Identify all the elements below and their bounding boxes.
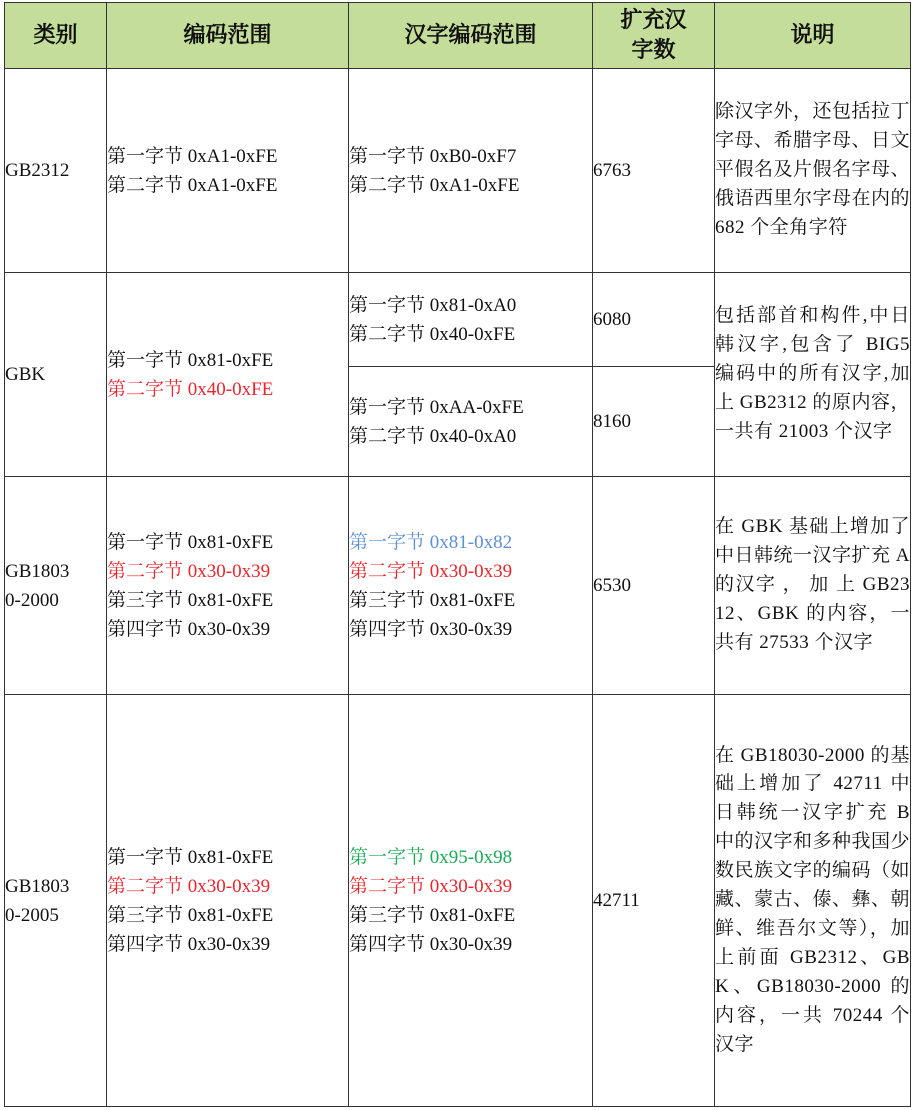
- ext-count-cell: 6530: [593, 477, 715, 695]
- range-line: 第三字节 0x81-0xFE: [107, 589, 274, 611]
- hanzi-range-cell: [349, 367, 593, 477]
- category-line: GB1803: [5, 875, 70, 897]
- hanzi-line: 第二字节 0x30-0x39: [349, 560, 513, 582]
- category-line: 0-2005: [5, 904, 59, 926]
- category-line: GB1803: [5, 560, 70, 582]
- hanzi-line: 第二字节 0x40-0xA0: [349, 425, 517, 447]
- hanzi-line: 第三字节 0x81-0xFE: [349, 904, 516, 926]
- header-description: 说明: [715, 3, 911, 69]
- header-encoding-range: 编码范围: [107, 3, 349, 69]
- encoding-range-cell: [107, 477, 349, 695]
- hanzi-line: 第一字节 0x81-0x82: [349, 531, 513, 553]
- range-line: 第三字节 0x81-0xFE: [107, 904, 274, 926]
- range-line: 第一字节 0x81-0xFE: [107, 349, 274, 371]
- encoding-range-cell: [107, 273, 349, 477]
- range-line: 第二字节 0x30-0x39: [107, 560, 271, 582]
- hanzi-line: 第四字节 0x30-0x39: [349, 618, 513, 640]
- hanzi-line: 第一字节 0x95-0x98: [349, 846, 513, 868]
- table-row-gb2312: [5, 69, 911, 273]
- category-cell: GB2312: [5, 69, 107, 273]
- range-line: 第一字节 0xA1-0xFE: [107, 145, 278, 167]
- ext-count-cell: 42711: [593, 695, 715, 1107]
- ext-count-cell: 8160: [593, 367, 715, 477]
- header-ext-count: [593, 3, 715, 69]
- header-ext-count-line1: 扩充汉: [620, 7, 687, 33]
- range-line: 第二字节 0x40-0xFE: [107, 378, 274, 400]
- hanzi-line: 第二字节 0xA1-0xFE: [349, 174, 520, 196]
- table-row-gbk: [5, 273, 911, 367]
- range-line: 第二字节 0x30-0x39: [107, 875, 271, 897]
- encoding-range-cell: [107, 69, 349, 273]
- hanzi-range-cell: [349, 69, 593, 273]
- hanzi-range-cell: [349, 695, 593, 1107]
- description-cell: 除汉字外，还包括拉丁字母、希腊字母、日文平假名及片假名字母、俄语西里尔字母在内的 682 个全角字符: [715, 69, 911, 273]
- encoding-range-cell: [107, 695, 349, 1107]
- hanzi-line: 第二字节 0x40-0xFE: [349, 323, 516, 345]
- hanzi-line: 第二字节 0x30-0x39: [349, 875, 513, 897]
- hanzi-line: 第一字节 0xAA-0xFE: [349, 396, 524, 418]
- header-category: 类别: [5, 3, 107, 69]
- header-hanzi-range: 汉字编码范围: [349, 3, 593, 69]
- ext-count-cell: 6080: [593, 273, 715, 367]
- range-line: 第四字节 0x30-0x39: [107, 618, 271, 640]
- category-cell: GBK: [5, 273, 107, 477]
- header-ext-count-line2: 字数: [631, 37, 676, 63]
- hanzi-line: 第四字节 0x30-0x39: [349, 933, 513, 955]
- range-line: 第四字节 0x30-0x39: [107, 933, 271, 955]
- header-row: [5, 3, 911, 69]
- category-cell: [5, 695, 107, 1107]
- hanzi-range-cell: [349, 273, 593, 367]
- description-cell: 在 GBK 基础上增加了中日韩统一汉字扩充 A 的汉字 ， 加 上 GB2312、GBK 的内容，一共有 27533 个汉字: [715, 477, 911, 695]
- table-row-gb18030-2005: [5, 695, 911, 1107]
- table-row-gb18030-2000: [5, 477, 911, 695]
- category-cell: [5, 477, 107, 695]
- range-line: 第一字节 0x81-0xFE: [107, 531, 274, 553]
- category-line: 0-2000: [5, 589, 59, 611]
- hanzi-line: 第一字节 0xB0-0xF7: [349, 145, 517, 167]
- encoding-comparison-table: [4, 2, 911, 1107]
- description-cell: 包括部首和构件,中日韩汉字,包含了 BIG5 编码中的所有汉字,加上 GB2312 的原内容，一共有 21003 个汉字: [715, 273, 911, 477]
- hanzi-range-cell: [349, 477, 593, 695]
- description-cell: 在 GB18030-2000 的基础上增加了 42711 中日韩统一汉字扩充 B 中的汉字和多种我国少数民族文字的编码（如藏、蒙古、傣、彝、朝鲜、维吾尔文等），加上前面 GB2312、GBK、GB18030-2000 的内容，一共 70244 个汉字: [715, 695, 911, 1107]
- range-line: 第一字节 0x81-0xFE: [107, 846, 274, 868]
- range-line: 第二字节 0xA1-0xFE: [107, 174, 278, 196]
- ext-count-cell: 6763: [593, 69, 715, 273]
- hanzi-line: 第一字节 0x81-0xA0: [349, 294, 517, 316]
- hanzi-line: 第三字节 0x81-0xFE: [349, 589, 516, 611]
